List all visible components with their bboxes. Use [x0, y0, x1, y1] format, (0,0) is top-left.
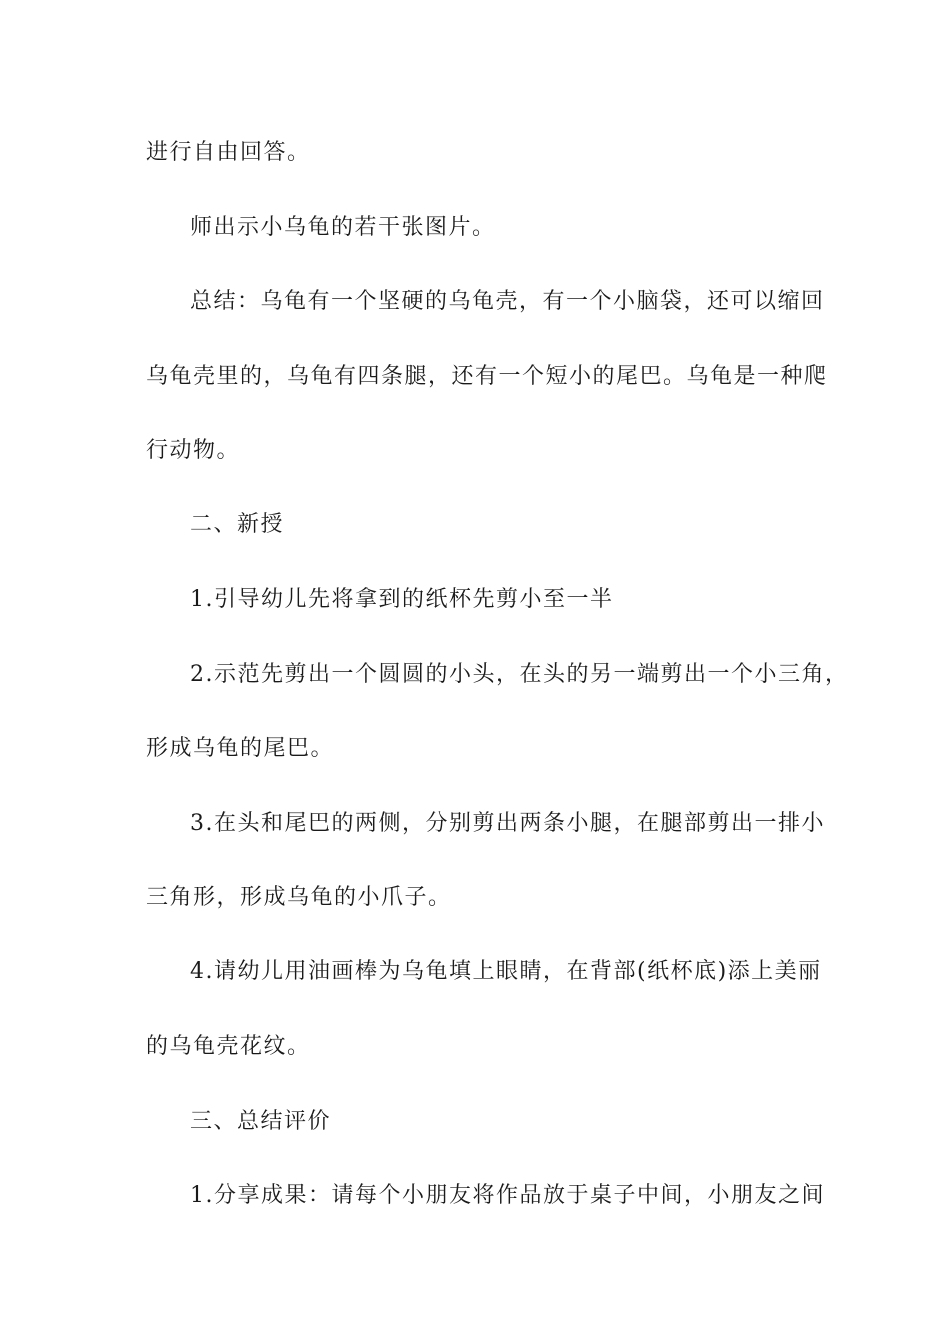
text-line-8: 2.示范先剪出一个圆圆的小头，在头的另一端剪出一个小三角，: [190, 662, 849, 687]
text-line-3: 总结：乌龟有一个坚硬的乌龟壳，有一个小脑袋，还可以缩回: [190, 289, 825, 314]
text-line-13: 的乌龟壳花纹。: [146, 1034, 311, 1059]
text-line-5: 行动物。: [146, 438, 241, 463]
section-heading-new-lesson: 二、新授: [190, 512, 285, 537]
text-line-9: 形成乌龟的尾巴。: [146, 736, 335, 761]
text-line-4: 乌龟壳里的，乌龟有四条腿，还有一个短小的尾巴。乌龟是一种爬: [146, 364, 828, 389]
text-line-1: 进行自由回答。: [146, 140, 311, 165]
text-line-7: 1.引导幼儿先将拿到的纸杯先剪小至一半: [190, 587, 614, 612]
text-line-15: 1.分享成果：请每个小朋友将作品放于桌子中间，小朋友之间: [190, 1183, 825, 1208]
section-heading-summary: 三、总结评价: [190, 1109, 332, 1134]
text-line-10: 3.在头和尾巴的两侧，分别剪出两条小腿，在腿部剪出一排小: [190, 811, 825, 836]
text-line-11: 三角形，形成乌龟的小爪子。: [146, 885, 452, 910]
text-line-2: 师出示小乌龟的若干张图片。: [190, 215, 496, 240]
text-line-12: 4.请幼儿用油画棒为乌龟填上眼睛，在背部(纸杯底)添上美丽: [190, 959, 822, 984]
